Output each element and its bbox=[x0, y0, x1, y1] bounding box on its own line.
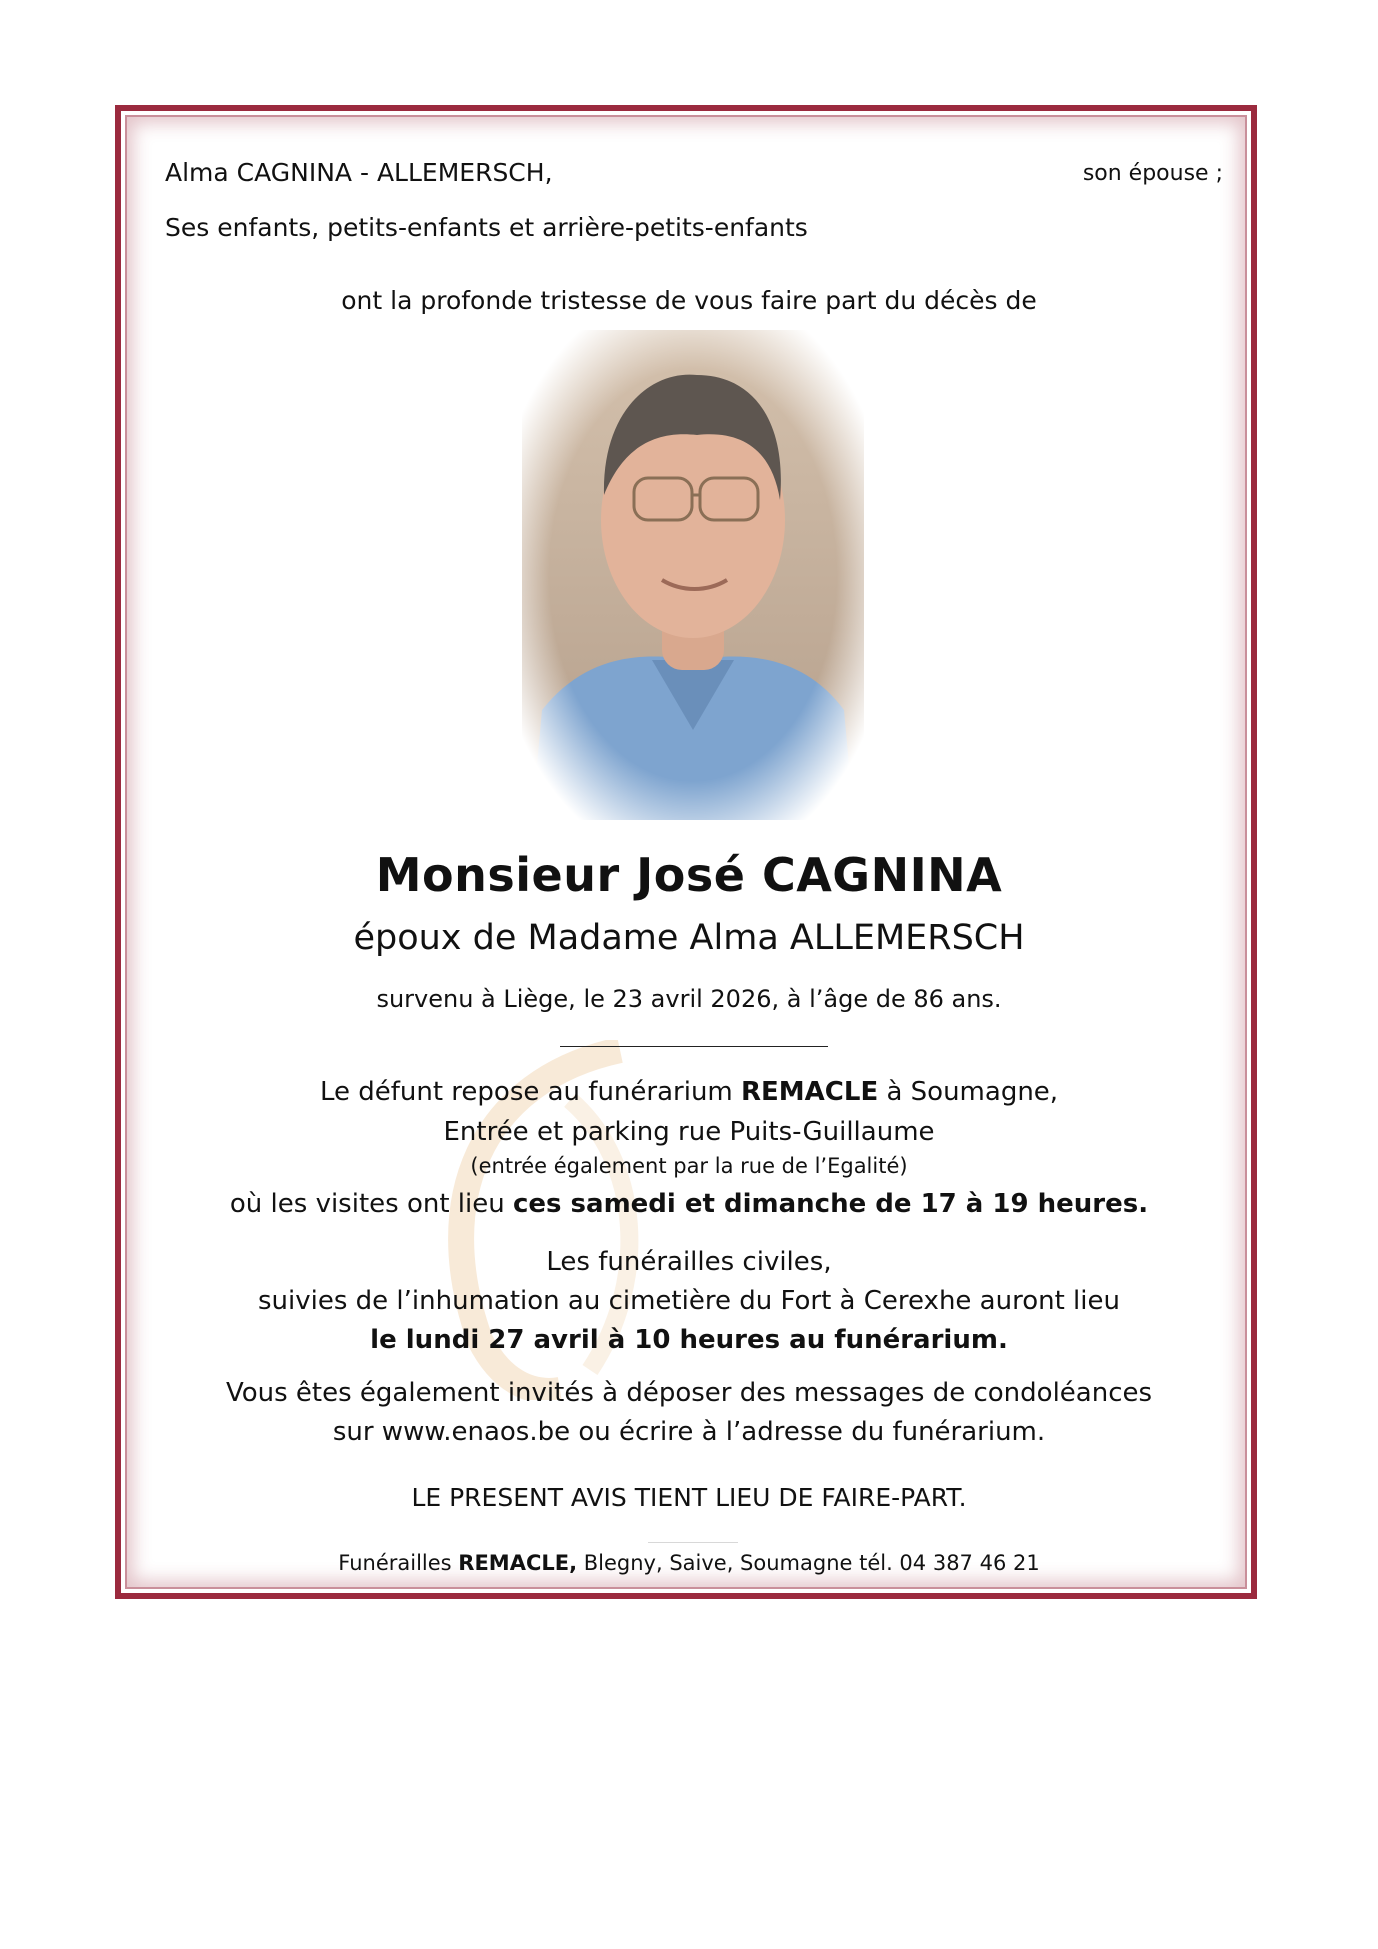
spouse-name: Alma CAGNINA - ALLEMERSCH, bbox=[165, 158, 553, 187]
deceased-spouse-of: époux de Madame Alma ALLEMERSCH bbox=[353, 918, 1025, 958]
children-line: Ses enfants, petits-enfants et arrière-petits-enfants bbox=[165, 213, 808, 242]
visitation-location: Le défunt repose au funérarium REMACLE à Soumagne, bbox=[319, 1077, 1059, 1107]
deceased-death-info: survenu à Liège, le 23 avril 2026, à l’âge de 86 ans. bbox=[376, 985, 1002, 1013]
intro-line: ont la profonde tristesse de vous faire part du décès de bbox=[341, 286, 1037, 315]
footer-separator bbox=[648, 1542, 738, 1543]
condolences-line-1: Vous êtes également invités à déposer des messages de condoléances bbox=[225, 1378, 1153, 1408]
funeral-home-footer: Funérailles REMACLE, Blegny, Saive, Soumagne tél. 04 387 46 21 bbox=[338, 1551, 1040, 1575]
deceased-portrait-photo bbox=[522, 330, 864, 820]
condolences-line-2: sur www.enaos.be ou écrire à l’adresse du funérarium. bbox=[332, 1417, 1046, 1447]
visitation-hours: où les visites ont lieu ces samedi et dimanche de 17 à 19 heures. bbox=[229, 1189, 1149, 1219]
funeral-burial: suivies de l’inhumation au cimetière du Fort à Cerexhe auront lieu bbox=[258, 1286, 1120, 1316]
spouse-role: son épouse ; bbox=[1082, 161, 1223, 186]
notice-statement: LE PRESENT AVIS TIENT LIEU DE FAIRE-PART. bbox=[411, 1483, 967, 1512]
visitation-alt-entrance: (entrée également par la rue de l’Egalité) bbox=[470, 1154, 908, 1178]
funeral-type: Les funérailles civiles, bbox=[546, 1247, 832, 1277]
funeral-date: le lundi 27 avril à 10 heures au funérarium. bbox=[370, 1325, 1008, 1355]
visitation-entrance: Entrée et parking rue Puits-Guillaume bbox=[443, 1117, 935, 1147]
deceased-name: Monsieur José CAGNINA bbox=[375, 848, 1003, 902]
separator-line bbox=[560, 1046, 828, 1047]
